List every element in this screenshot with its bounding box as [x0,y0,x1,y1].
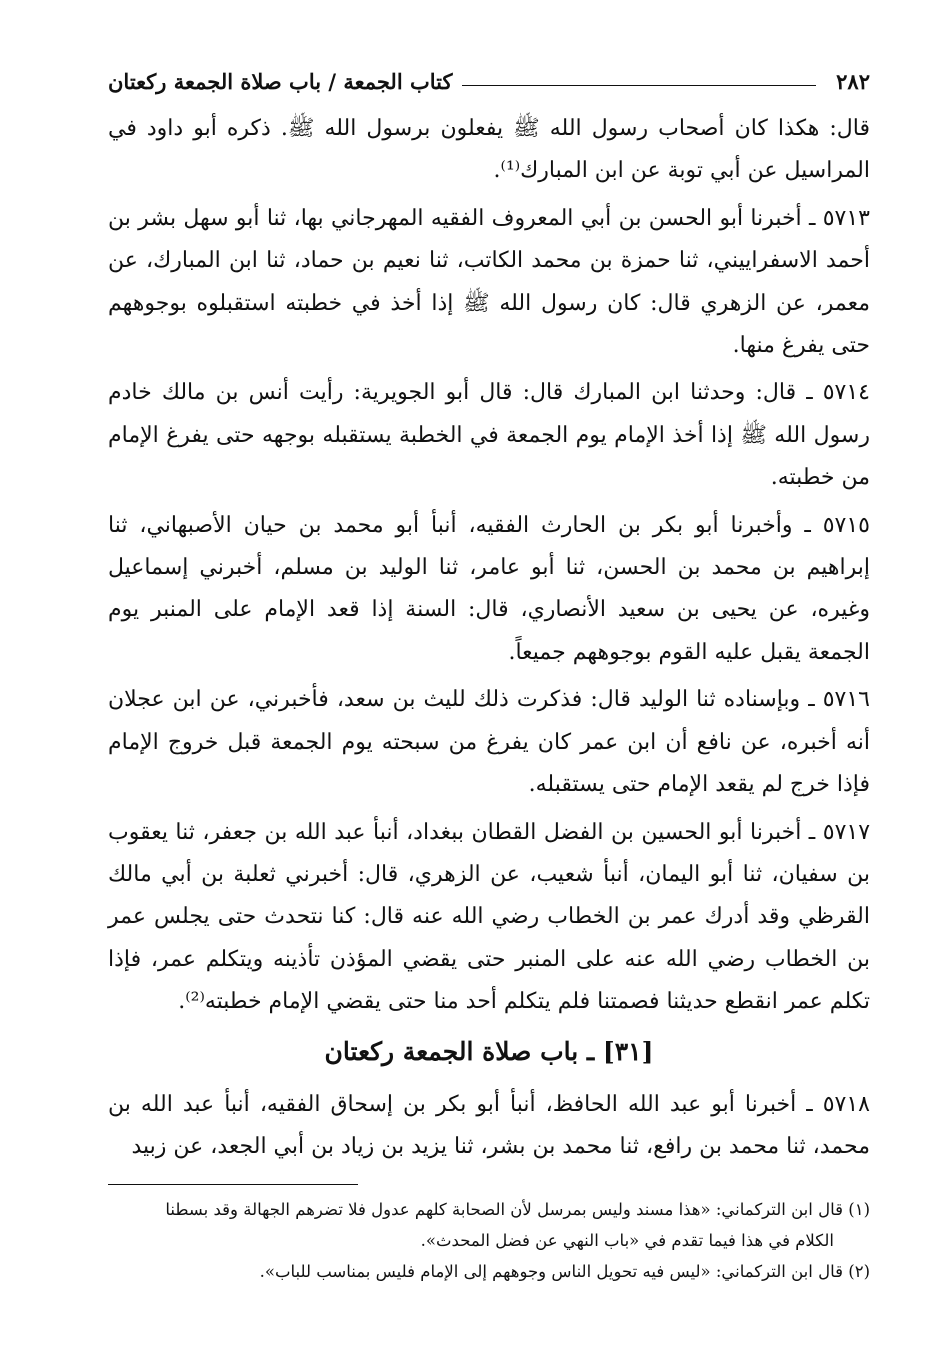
page-number: ٢٨٢ [836,69,870,94]
chapter-heading: [٣١] ـ باب صلاة الجمعة ركعتان [324,1036,654,1066]
footnote-separator [108,1184,358,1185]
hadith-5714: ٥٧١٤ ـ قال: وحدثنا ابن المبارك قال: قال أبو الجويرية: رأيت أنس بن مالك خادم رسول الله ﷺ إذا أخذ الإمام يوم الجمعة في الخطبة يستقبله بوجهه حتى يفرغ الإمام من خطبته. [108,380,870,491]
hadith-5718: ٥٧١٨ ـ أخبرنا أبو عبد الله الحافظ، أنبأ أبو بكر بن إسحاق الفقيه، أنبأ عبد الله بن محمد، ثنا محمد بن رافع، ثنا محمد بن بشر، ثنا يزيد بن زياد بن أبي الجعد، عن زبيد [108,1091,870,1159]
header-rule [462,85,816,86]
hadith-5713: ٥٧١٣ ـ أخبرنا أبو الحسن بن أبي المعروف الفقيه المهرجاني بها، ثنا أبو سهل بشر بن أحمد الاسفراييني، ثنا حمزة بن محمد الكاتب، ثنا نعيم بن حماد، ثنا ابن المبارك، عن معمر، عن الزهري قال: كان رسول الله ﷺ إذا أخذ في خطبته استقبلوه بوجوههم حتى يفرغ منها. [108,205,870,359]
footnotes [108,1195,870,1286]
hadith-5717: ٥٧١٧ ـ أخبرنا أبو الحسين بن الفضل القطان ببغداد، أنبأ عبد الله بن جعفر، ثنا يعقوب بن سفيان، ثنا أبو اليمان، أنبأ شعيب، عن الزهري، قال: أخبرني ثعلبة بن أبي مالك القرظي وقد أدرك عمر بن الخطاب رضي الله عنه قال: كنا نتحدث حتى يجلس عمر بن الخطاب رضي الله عنه على المنبر حتى يقضي المؤذن تأذينه ويتكلم عمر، فإذا تكلم عمر انقطع حديثنا فصمتنا فلم يتكلم أحد منا حتى يقضي الإمام خطبته⁽²⁾. [108,819,871,1015]
footnote-2: (٢) قال ابن التركماني: «ليس فيه تحويل الناس وجوههم إلى الإمام فليس بمناسب للباب». [259,1262,870,1282]
running-header [108,54,870,94]
text-paragraph: قال: هكذا كان أصحاب رسول الله ﷺ يفعلون برسول الله ﷺ. ذكره أبو داود في المراسيل عن أبي توبة عن ابن المبارك⁽¹⁾. [108,116,870,184]
hadith-5716: ٥٧١٦ ـ وبإسناده ثنا الوليد قال: فذكرت ذلك لليث بن سعد، فأخبرني، عن ابن عجلان أنه أخبره، عن نافع أن ابن عمر كان يفرغ من سبحته يوم الجمعة قبل خروج الإمام فإذا خرج لم يقعد الإمام حتى يستقبله. [108,687,870,798]
footnote-1-line-1: (١) قال ابن التركماني: «هذا مسند وليس بمرسل لأن الصحابة كلهم عدول فلا تضرهم الجهالة وقد بسطنا [165,1200,870,1220]
hadith-5715: ٥٧١٥ ـ وأخبرنا أبو بكر بن الحارث الفقيه، أنبأ أبو محمد بن حيان الأصبهاني، ثنا إبراهيم بن محمد بن الحسن، ثنا أبو عامر، ثنا الوليد بن مسلم، أخبرني إسماعيل وغيره، عن يحيى بن سعيد الأنصاري، قال: السنة إذا قعد الإمام على المنبر يوم الجمعة يقبل عليه القوم بوجوههم جميعاً. [108,512,870,665]
running-title: كتاب الجمعة / باب صلاة الجمعة ركعتان [108,69,453,94]
footnote-1-line-2: الكلام في هذا فيما تقدم في «باب النهي عن فضل المحدث». [420,1231,834,1251]
main-text [108,108,870,1168]
